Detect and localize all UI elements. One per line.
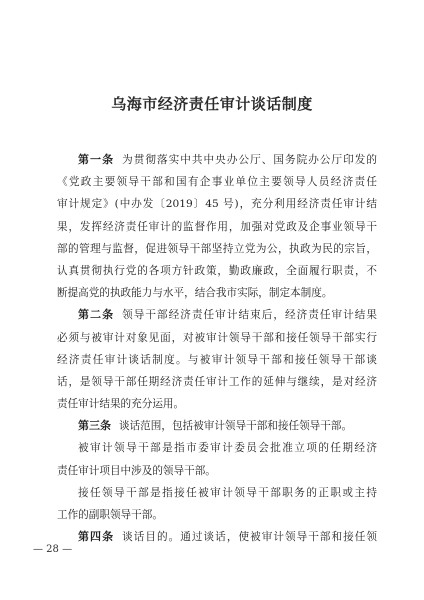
article-2-line-2: 必须与被审计对象见面，对被审计领导干部和接任领导干部实行: [57, 331, 377, 344]
article-4-line-1: [57, 526, 377, 548]
article-4-text-1: 谈话目的。通过谈话，使被审计领导干部和接任领: [122, 531, 378, 544]
article-1-line-3: 审计规定》(中办发〔2019〕45 号)，充分利用经济责任审计结: [57, 198, 377, 211]
article-3-label: 第三条: [78, 419, 111, 433]
document-title: 乌海市经济责任审计谈话制度: [111, 95, 313, 113]
article-4-label: 第四条: [78, 530, 115, 544]
article-2-line-4: 话，是领导干部任期经济责任审计工作的延伸与继续，是对经济: [57, 375, 377, 388]
article-2-text-1: 领导干部经济责任审计结束后，经济责任审计结果: [122, 309, 378, 322]
article-3-line-2: 被审计领导干部是指市委审计委员会批准立项的任期经济: [78, 442, 377, 455]
article-1-line-5: 部的管理与监督，促进领导干部坚持立党为公，执政为民的宗旨，: [57, 242, 377, 255]
article-2-line-3: 经济责任审计谈话制度。与被审计领导干部和接任领导干部谈: [57, 353, 377, 366]
article-1-line-7: 断提高党的执政能力与水平，结合我市实际，制定本制度。: [57, 287, 333, 300]
article-2-line-5: 责任审计结果的充分运用。: [57, 398, 185, 411]
article-3-line-3: 责任审计项目中涉及的领导干部。: [57, 464, 216, 477]
article-1-text-1: 为贯彻落实中共中央办公厅、国务院办公厅印发的: [122, 154, 378, 166]
article-2-line-1: [57, 304, 377, 326]
article-3-line-1: [57, 415, 377, 437]
document-body: [57, 149, 377, 548]
article-2-label: 第二条: [78, 308, 115, 322]
article-3-line-5: 工作的副职领导干部。: [57, 509, 163, 521]
page-number: — 28 —: [33, 544, 73, 555]
article-1-line-6: 认真贯彻执行党的各项方针政策，勤政廉政，全面履行职责，不: [57, 264, 377, 277]
article-1-line-2: 《党政主要领导干部和国有企事业单位主要领导人员经济责任: [57, 176, 377, 189]
article-1-line-4: 果，发挥经济责任审计的监督作用，加强对党政及企事业领导干: [57, 220, 377, 233]
article-1-line-1: [57, 149, 377, 171]
article-3-text-1: 谈话范围，包括被审计领导干部和接任领导干部。: [119, 420, 353, 433]
article-3-line-4: 接任领导干部是指接任被审计领导干部职务的正职或主持: [78, 486, 377, 499]
article-1-label: 第一条: [78, 153, 115, 166]
